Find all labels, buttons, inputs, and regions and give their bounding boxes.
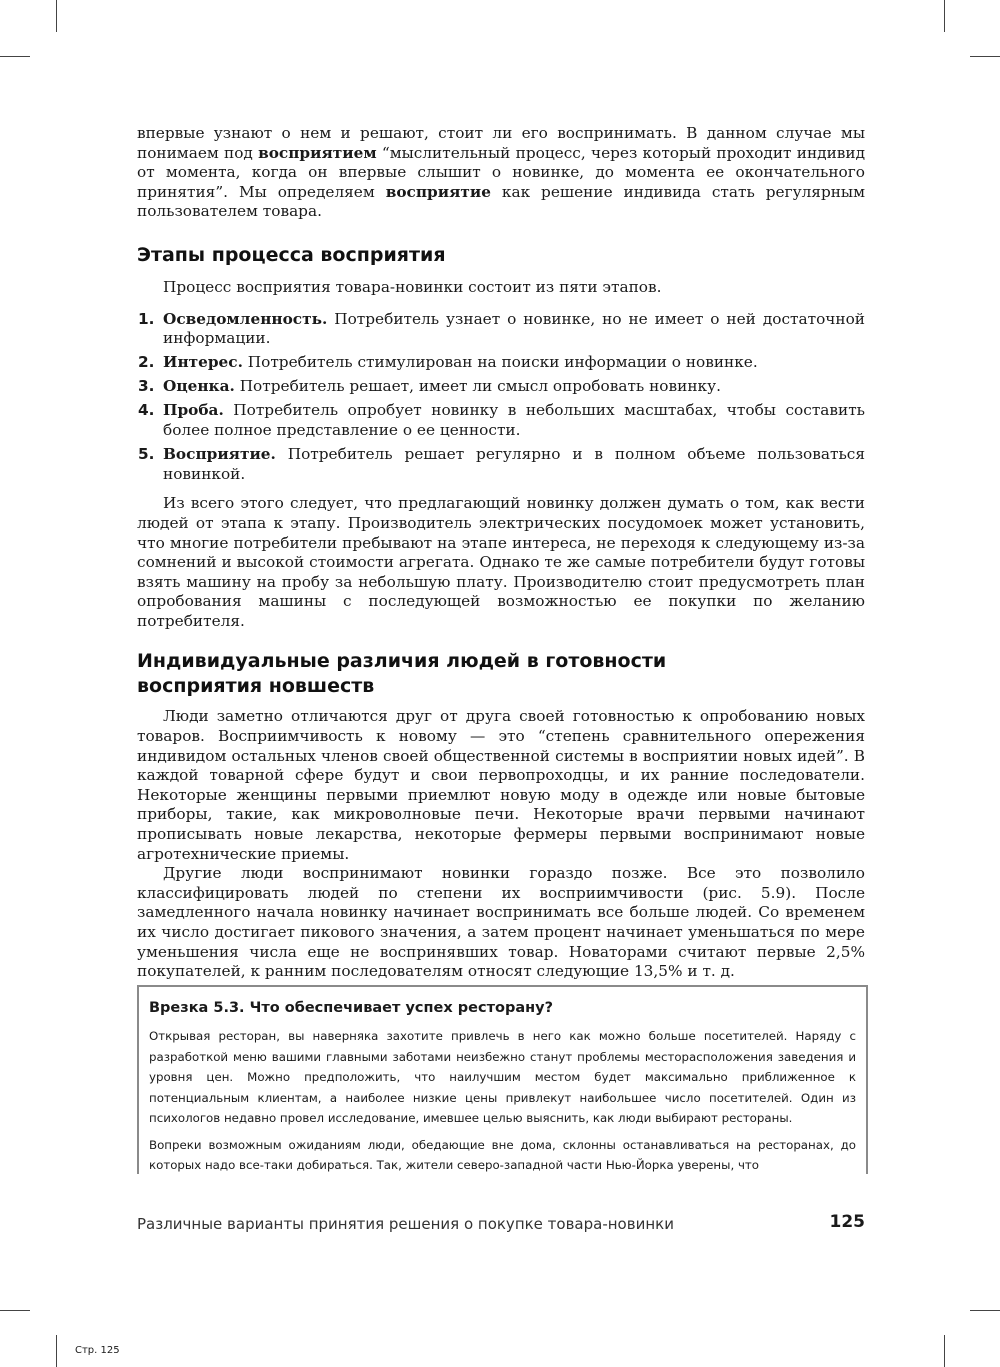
page-footer <box>137 1214 865 1233</box>
list-number: 4. <box>138 401 155 420</box>
bold-term: Восприятие. <box>163 445 276 464</box>
crop-mark <box>944 1335 945 1367</box>
sidebar-box <box>137 985 868 1174</box>
heading-line: восприятия новшеств <box>137 675 375 698</box>
crop-mark <box>56 0 57 32</box>
sidebar-paragraph-2: Вопреки возможным ожиданиям люди, обедающие вне дома, склонны останавливаться на ресторанах, до которых надо все-таки добираться. Так, жители северо-западной части Нью-Йорка уверены, что <box>149 1137 856 1172</box>
bold-term: Осведомленность. <box>163 309 328 328</box>
list-item-text: Потребитель опробует новинку в небольших масштабах, чтобы составить более полное представление о ее ценности. <box>163 401 865 440</box>
list-item <box>137 401 865 440</box>
sidebar-paragraph-1: Открывая ресторан, вы наверняка захотите привлечь в него как можно больше посетителей. Наряду с разработкой меню вашими главными заботами неизбежно станут проблемы месторасположения заведения и уровня цен. Можно предположить, что наилучшим местом будет максимально приближенное к потенциальным клиентам, а наиболее низкие цены привлекут наибольшее число посетителей. Один из психологов недавно провел исследование, имевшее целью выяснить, как люди выбирают рестораны. <box>149 1029 856 1125</box>
list-item-text: Потребитель решает, имеет ли смысл опробовать новинку. <box>234 377 721 396</box>
page-content <box>137 124 865 982</box>
crop-mark <box>0 1310 30 1311</box>
list-item <box>137 353 865 373</box>
crop-mark <box>56 1335 57 1367</box>
crop-mark <box>970 56 1000 57</box>
list-number: 2. <box>138 353 155 372</box>
text-run: “мыслительный процесс, через который проходит индивид от момента, когда он впервые слышит о новинке, до момента ее окончательного принятия”. Мы определяем <box>137 143 865 201</box>
individual-paragraph-1: Люди заметно отличаются друг от друга своей готовностью к опробованию новых товаров. Восприимчивость к новому — это “степень сравнительного опережения индивидом остальных членов своей общественной системы в восприятии новых идей”. В каждой товарной сфере будут и свои первопроходцы, и их ранние последователи. Некоторые женщины первыми приемлют новую моду в одежде или новые бытовые приборы, такие, как микроволновые печи. Некоторые врачи первыми начинают прописывать новые лекарства, некоторые фермеры первыми воспринимают новые агротехнические приемы. <box>137 707 865 863</box>
list-item <box>137 445 865 484</box>
stages-conclusion: Из всего этого следует, что предлагающий новинку должен думать о том, как вести людей от этапа к этапу. Производитель электрических посудомоек может установить, что многие потребители пребывают на этапе интереса, не переходя к следующему из-за сомнений и высокой стоимости агрегата. Однако те же самые потребители будут готовы взять машину на пробу за небольшую плату. Производителю стоит предусмотреть план опробования машины с последующей возможностью ее покупки по желанию потребителя. <box>137 494 865 630</box>
list-item-text: Потребитель узнает о новинке, но не имеет о ней достаточной информации. <box>163 309 865 348</box>
bold-term: восприятие <box>385 182 491 201</box>
page-number: 125 <box>829 1212 865 1232</box>
stages-list <box>137 310 865 485</box>
running-title: Различные варианты принятия решения о покупке товара-новинки <box>137 1215 674 1233</box>
section-heading-individual <box>137 649 865 699</box>
stages-lead: Процесс восприятия товара-новинки состоит из пяти этапов. <box>163 277 662 296</box>
list-number: 3. <box>138 377 155 396</box>
page-label: Стр. 125 <box>75 1345 120 1356</box>
list-item-text: Потребитель решает регулярно и в полном объеме пользоваться новинкой. <box>163 445 865 483</box>
list-number: 1. <box>138 309 155 328</box>
bold-term: Интерес. <box>163 353 243 372</box>
bold-term: Оценка. <box>163 377 235 396</box>
individual-paragraph-2: Другие люди воспринимают новинки гораздо позже. Все это позволило классифицировать людей по степени их восприимчивости (рис. 5.9). После замедленного начала новинку начинает воспринимать все больше людей. Со временем их число достигает пикового значения, а затем процент начинает уменьшаться по мере уменьшения числа еще не воспринявших товар. Новаторами считают первые 2,5% покупателей, к ранним последователям относят следующие 13,5% и т. д. <box>137 864 865 981</box>
text-run: впервые узнают о нем и решают, стоит ли его воспринимать. В данном случае мы понимаем под <box>137 124 865 162</box>
list-item <box>137 377 865 397</box>
intro-paragraph <box>137 124 865 222</box>
crop-mark <box>0 56 30 57</box>
bold-term: восприятием <box>258 143 377 162</box>
list-item <box>137 310 865 349</box>
crop-mark <box>970 1310 1000 1311</box>
section-heading-stages: Этапы процесса восприятия <box>137 243 446 266</box>
text-run: как решение индивида стать регулярным пользователем товара. <box>137 182 865 221</box>
list-item-text: Потребитель стимулирован на поиски информации о новинке. <box>242 353 758 372</box>
sidebar-title: Врезка 5.3. Что обеспечивает успех ресторану? <box>149 1000 553 1016</box>
list-number: 5. <box>138 445 155 464</box>
bold-term: Проба. <box>163 401 224 420</box>
heading-line: Индивидуальные различия людей в готовности <box>137 650 667 673</box>
crop-mark <box>944 0 945 32</box>
